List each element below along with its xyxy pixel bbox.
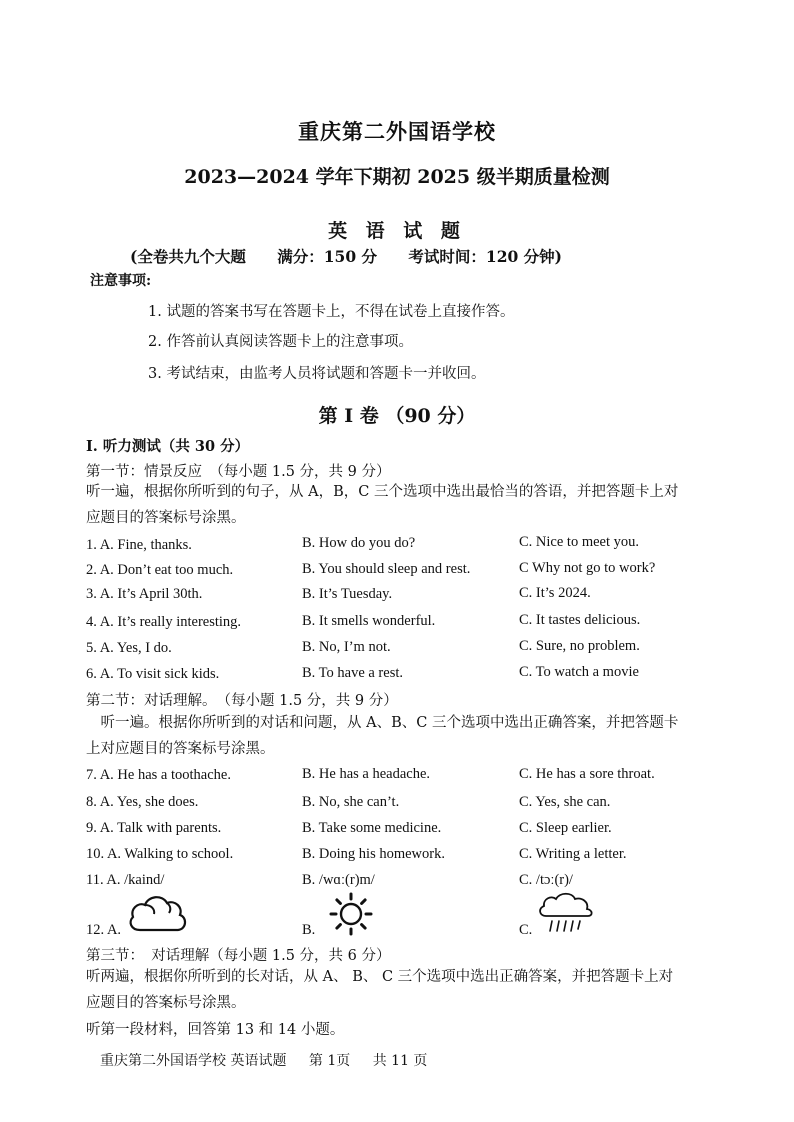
question-4-option-a: 4. A. It’s really interesting. bbox=[86, 614, 242, 630]
question-8-option-b: B. No, she can’t. bbox=[302, 794, 400, 810]
exam-term: 2023—2024 学年下期初 2025 级半期质量检测 bbox=[184, 166, 610, 188]
note-item: 2. 作答前认真阅读答题卡上的注意事项。 bbox=[148, 334, 413, 350]
part-title: 第 I 卷 （90 分） bbox=[318, 405, 476, 427]
question-4-option-b: B. It smells wonderful. bbox=[302, 613, 436, 629]
subsection-title: 第一节：情景反应 （每小题 1.5 分，共 9 分） bbox=[86, 464, 391, 480]
question-10-option-c: C. Writing a letter. bbox=[519, 846, 627, 862]
question-7-option-b: B. He has a headache. bbox=[302, 766, 431, 782]
instructions: 听两遍，根据你所听到的长对话，从 A、 B、 C 三个选项中选出正确答案，并把答题卡上对应题目的答案标号涂黑。 bbox=[86, 969, 674, 1011]
question-4-option-c: C. It tastes delicious. bbox=[519, 612, 641, 628]
cloudy-icon bbox=[126, 890, 190, 936]
question-6-option-a: 6. A. To visit sick kids. bbox=[86, 666, 220, 682]
question-7-option-a: 7. A. He has a toothache. bbox=[86, 767, 231, 783]
question-11-option-a: 11. A. /kaind/ bbox=[86, 872, 165, 888]
question-9-option-a: 9. A. Talk with parents. bbox=[86, 820, 222, 836]
question-12-option-c: C. bbox=[519, 922, 533, 938]
question-5-option-a: 5. A. Yes, I do. bbox=[86, 640, 172, 656]
school-name: 重庆第二外国语学校 bbox=[298, 119, 496, 144]
question-12-option-a: 12. A. bbox=[86, 922, 122, 938]
question-8-option-c: C. Yes, she can. bbox=[519, 794, 611, 810]
note-item: 1. 试题的答案书写在答题卡上，不得在试卷上直接作答。 bbox=[148, 304, 515, 320]
material-prompt: 听第一段材料，回答第 13 和 14 小题。 bbox=[86, 1022, 345, 1038]
question-1-option-b: B. How do you do? bbox=[302, 535, 416, 551]
instructions: 听一遍，根据你所听到的句子，从 A，B，C 三个选项中选出最恰当的答语，并把答题卡上对应题目的答案标号涂黑。 bbox=[86, 484, 679, 526]
page-footer bbox=[100, 1050, 445, 1070]
exam-subject: 英 语 试 题 bbox=[328, 220, 466, 242]
exam-info-score: 满分：150 分 bbox=[277, 247, 378, 266]
question-5-option-c: C. Sure, no problem. bbox=[519, 638, 640, 654]
question-6-option-b: B. To have a rest. bbox=[302, 665, 403, 681]
question-2-option-c: C Why not go to work? bbox=[519, 560, 656, 576]
question-3-option-a: 3. A. It’s April 30th. bbox=[86, 586, 203, 602]
section-title: I. 听力测试（共 30 分） bbox=[86, 438, 250, 455]
question-6-option-c: C. To watch a movie bbox=[519, 664, 639, 680]
question-3-option-c: C. It’s 2024. bbox=[519, 585, 591, 601]
question-9-option-b: B. Take some medicine. bbox=[302, 820, 442, 836]
question-7-option-c: C. He has a sore throat. bbox=[519, 766, 655, 782]
exam-info-sections: (全卷共九个大题 bbox=[130, 247, 246, 266]
subsection-title: 第三节： 对话理解（每小题 1.5 分，共 6 分） bbox=[86, 948, 391, 964]
question-5-option-b: B. No, I’m not. bbox=[302, 639, 391, 655]
question-10-option-b: B. Doing his homework. bbox=[302, 846, 445, 862]
sunny-icon bbox=[328, 891, 374, 937]
question-11-option-c: C. /tɔː(r)/ bbox=[519, 872, 573, 888]
instructions: 听一遍。根据你所听到的对话和问题，从 A、B、C 三个选项中选出正确答案，并把答题卡上对应题目的答案标号涂黑。 bbox=[86, 715, 679, 757]
question-3-option-b: B. It’s Tuesday. bbox=[302, 586, 393, 602]
footer-total: 共 11 页 bbox=[372, 1053, 428, 1069]
question-11-option-b: B. /wɑː(r)m/ bbox=[302, 872, 375, 888]
question-2-option-b: B. You should sleep and rest. bbox=[302, 561, 471, 577]
subsection-title: 第二节：对话理解。 （每小题 1.5 分，共 9 分） bbox=[86, 693, 398, 709]
question-10-option-a: 10. A. Walking to school. bbox=[86, 846, 234, 862]
notes-title: 注意事项: bbox=[90, 273, 152, 289]
question-1-option-c: C. Nice to meet you. bbox=[519, 534, 640, 550]
note-item: 3. 考试结束，由监考人员将试题和答题卡一并收回。 bbox=[148, 366, 486, 382]
exam-info bbox=[130, 245, 588, 267]
question-8-option-a: 8. A. Yes, she does. bbox=[86, 794, 199, 810]
footer-title: 重庆第二外国语学校 英语试题 bbox=[100, 1053, 287, 1069]
question-9-option-c: C. Sleep earlier. bbox=[519, 820, 612, 836]
exam-info-time: 考试时间：120 分钟) bbox=[408, 247, 563, 266]
footer-page: 第 1页 bbox=[308, 1053, 351, 1069]
rainy-icon bbox=[536, 890, 596, 936]
question-1-option-a: 1. A. Fine, thanks. bbox=[86, 537, 192, 553]
question-12-option-b: B. bbox=[302, 922, 316, 938]
question-2-option-a: 2. A. Don’t eat too much. bbox=[86, 562, 234, 578]
